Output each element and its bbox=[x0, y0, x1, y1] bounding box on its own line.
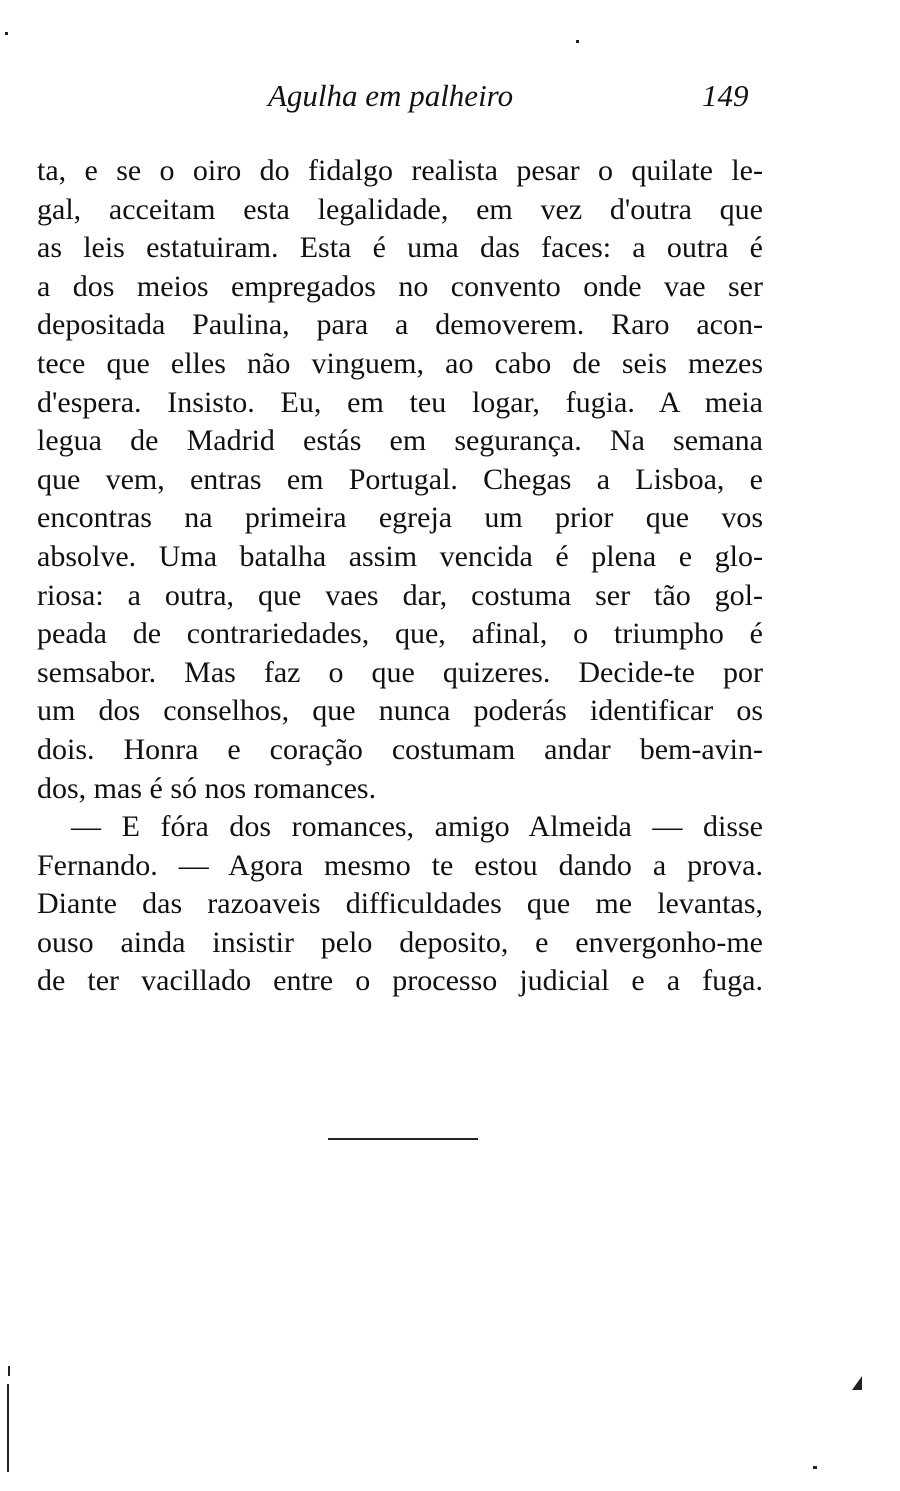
text-line: Fernando. — Agora mesmo te estou dando a prova. bbox=[37, 848, 763, 882]
running-head bbox=[0, 78, 900, 128]
text-line: tece que elles não vinguem, ao cabo de seis mezes bbox=[37, 346, 763, 380]
scan-speck bbox=[8, 1366, 10, 1376]
text-line: semsabor. Mas faz o que quizeres. Decide-te por bbox=[37, 655, 763, 689]
text-line: que vem, entras em Portugal. Chegas a Lisboa, e bbox=[37, 462, 763, 496]
text-line: riosa: a outra, que vaes dar, costuma ser tão gol- bbox=[37, 578, 763, 612]
text-line: ouso ainda insistir pelo deposito, e envergonho-me bbox=[37, 925, 763, 959]
text-line: a dos meios empregados no convento onde vae ser bbox=[37, 269, 763, 303]
text-line: depositada Paulina, para a demoverem. Raro acon- bbox=[37, 308, 763, 342]
text-line: legua de Madrid estás em segurança. Na semana bbox=[37, 424, 763, 458]
scan-speck bbox=[813, 1466, 817, 1469]
text-line: dois. Honra e coração costumam andar bem-avin- bbox=[37, 732, 763, 766]
text-line: um dos conselhos, que nunca poderás identificar os bbox=[37, 694, 763, 728]
text-line: gal, acceitam esta legalidade, em vez d'outra que bbox=[37, 192, 763, 226]
running-title: Agulha em palheiro bbox=[268, 78, 514, 113]
scan-speck bbox=[576, 40, 579, 43]
text-line: as leis estatuiram. Esta é uma das faces: a outra é bbox=[37, 231, 763, 265]
body-text bbox=[37, 152, 763, 1001]
page-number: 149 bbox=[702, 78, 749, 113]
text-line: de ter vacillado entre o processo judicial e a fuga. bbox=[37, 964, 763, 998]
scan-speck bbox=[5, 32, 8, 35]
text-line: absolve. Uma batalha assim vencida é plena e glo- bbox=[37, 539, 763, 573]
text-line: peada de contrariedades, que, afinal, o triumpho é bbox=[37, 617, 763, 651]
text-line-dialogue: — E fóra dos romances, amigo Almeida — disse bbox=[71, 810, 763, 844]
scan-edge-line bbox=[7, 1384, 9, 1472]
text-line: encontras na primeira egreja um prior que vos bbox=[37, 501, 763, 535]
scan-speck bbox=[852, 1376, 862, 1390]
text-line: Diante das razoaveis difficuldades que me levantas, bbox=[37, 887, 763, 921]
text-line: ta, e se o oiro do fidalgo realista pesar o quilate le- bbox=[37, 154, 763, 187]
text-line: d'espera. Insisto. Eu, em teu logar, fugia. A meia bbox=[37, 385, 763, 419]
text-line-paragraph-end: dos, mas é só nos romances. bbox=[37, 771, 377, 805]
section-end-rule bbox=[328, 1138, 478, 1140]
